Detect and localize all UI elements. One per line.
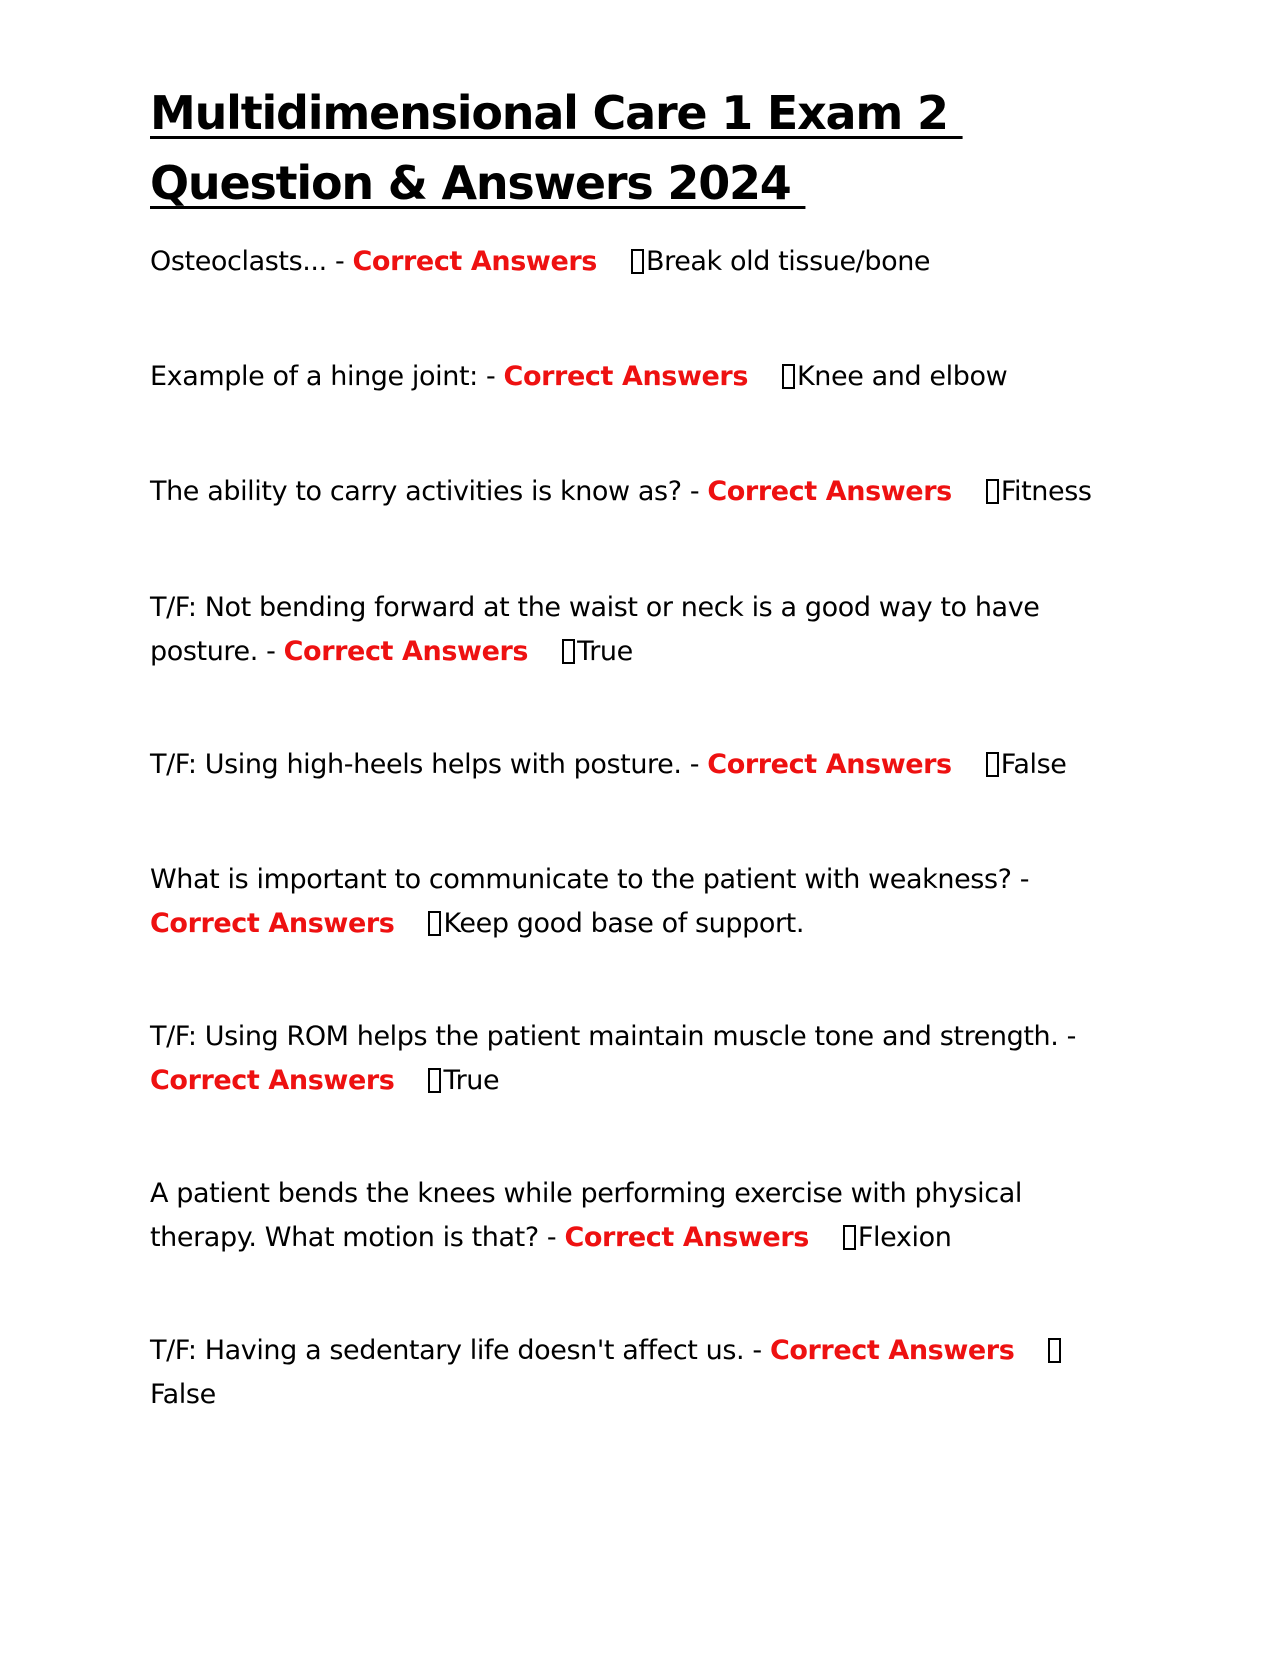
answer-text: False: [1000, 749, 1067, 780]
answer-text: Knee and elbow: [797, 361, 1008, 392]
missing-glyph-box-icon: [428, 1068, 441, 1093]
missing-glyph-box-icon: [843, 1225, 856, 1250]
missing-glyph-box-icon: [562, 639, 575, 664]
answer-text: Break old tissue/bone: [645, 246, 931, 277]
correct-answers-label: Correct Answers: [150, 1065, 395, 1096]
question-text: Example of a hinge joint: -: [150, 361, 496, 392]
correct-answers-label: Correct Answers: [564, 1222, 809, 1253]
qa-item-7: [150, 1015, 1120, 1103]
qa-item-2: [150, 355, 1120, 399]
answer-text: Fitness: [1000, 476, 1092, 507]
correct-answers-label: Correct Answers: [707, 476, 952, 507]
question-text: T/F: Not bending forward at the waist or neck is a good way to have posture. -: [150, 592, 1040, 667]
page-title: [150, 78, 1150, 218]
qa-item-3: [150, 470, 1120, 514]
missing-glyph-box-icon: [782, 364, 795, 389]
question-text: T/F: Having a sedentary life doesn't affect us. -: [150, 1335, 762, 1366]
question-text: What is important to communicate to the patient with weakness? -: [150, 864, 1030, 895]
qa-item-6: [150, 858, 1120, 946]
answer-text: False: [150, 1379, 216, 1410]
correct-answers-label: Correct Answers: [707, 749, 952, 780]
correct-answers-label: Correct Answers: [769, 1335, 1015, 1366]
question-text: T/F: Using ROM helps the patient maintain muscle tone and strength. -: [150, 1021, 1076, 1052]
qa-item-5: [150, 743, 1120, 787]
answer-text: True: [443, 1065, 500, 1096]
correct-answers-label: Correct Answers: [503, 361, 748, 392]
answer-text: Keep good base of support.: [443, 908, 805, 939]
correct-answers-label: Correct Answers: [150, 908, 395, 939]
title-line-1: Multidimensional Care 1 Exam 2: [150, 86, 963, 140]
missing-glyph-box-icon: [1048, 1338, 1061, 1363]
correct-answers-label: Correct Answers: [283, 636, 529, 667]
qa-item-1: [150, 240, 1120, 284]
missing-glyph-box-icon: [631, 249, 644, 274]
missing-glyph-box-icon: [986, 479, 999, 504]
question-text: A patient bends the knees while performing exercise with physical therapy. What motion is that? -: [150, 1178, 1022, 1253]
question-text: T/F: Using high-heels helps with posture. -: [150, 749, 700, 780]
qa-item-9: [150, 1329, 1120, 1417]
missing-glyph-box-icon: [986, 752, 999, 777]
question-text: Osteoclasts... -: [150, 246, 345, 277]
title-line-2: Question & Answers 2024: [150, 156, 806, 210]
correct-answers-label: Correct Answers: [352, 246, 597, 277]
qa-item-8: [150, 1172, 1120, 1260]
answer-text: Flexion: [857, 1222, 952, 1253]
qa-item-4: [150, 586, 1120, 674]
answer-text: True: [577, 636, 633, 667]
question-text: The ability to carry activities is know as? -: [150, 476, 700, 507]
missing-glyph-box-icon: [428, 911, 441, 936]
